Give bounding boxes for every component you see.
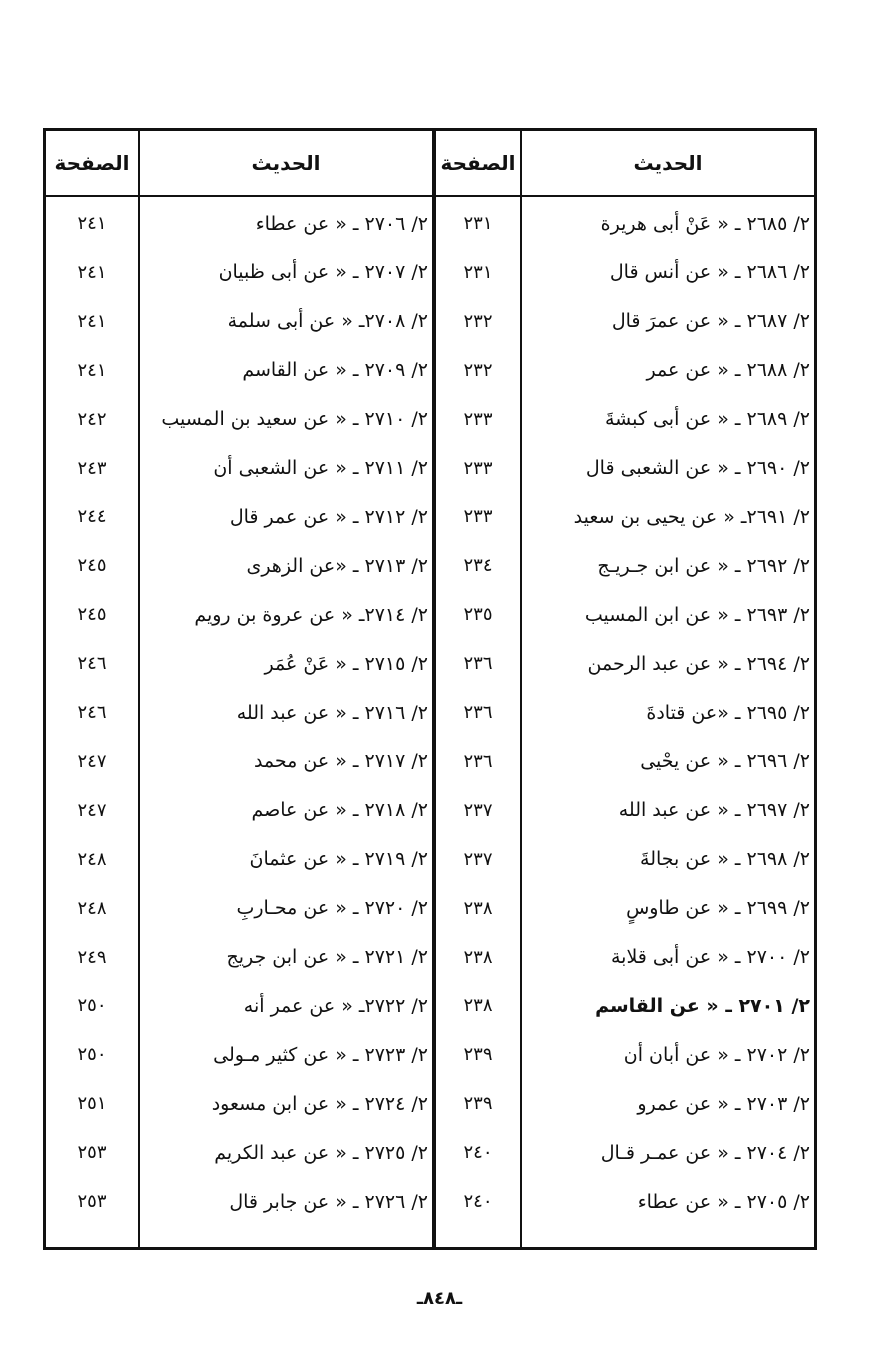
divider-right-page bbox=[520, 131, 522, 1247]
hadith-entry: ٢/ ٢٧٠٤ ـ « عن عمـر قـال bbox=[600, 1141, 810, 1164]
page-ref: ٢٣٨ bbox=[463, 946, 493, 968]
hadith-entry: ٢/ ٢٧١١ ـ « عن الشعبى أن bbox=[213, 457, 428, 479]
header-page-right: الصفحة bbox=[440, 151, 516, 175]
hadith-entry: ٢/ ٢٦٩٠ ـ « عن الشعبى قال bbox=[585, 457, 810, 479]
hadith-entry: ٢/ ٢٧٠٦ ـ « عن عطاء bbox=[255, 212, 428, 235]
hadith-entry: ٢/ ٢٧١٣ ـ «عن الزهرى bbox=[246, 554, 428, 577]
hadith-entry: ٢/ ٢٧١٢ ـ « عن عمر قال bbox=[229, 505, 428, 528]
page-ref: ٢٥٠ bbox=[77, 1044, 107, 1066]
page-ref: ٢٤٣ bbox=[77, 457, 107, 479]
page-ref: ٢٥٠ bbox=[77, 995, 107, 1017]
page-ref: ٢٤٢ bbox=[77, 408, 107, 430]
header-hadith-left: الحديث bbox=[251, 151, 321, 175]
page-ref: ٢٤١ bbox=[77, 310, 107, 332]
page-ref: ٢٤٨ bbox=[77, 897, 107, 919]
page-ref: ٢٣٥ bbox=[463, 604, 493, 626]
page-ref: ٢٣٦ bbox=[463, 653, 493, 675]
hadith-entry: ٢/ ٢٧٠١ ـ « عن القاسم bbox=[595, 994, 810, 1017]
page-ref: ٢٤٥ bbox=[77, 555, 107, 577]
hadith-entry: ٢/ ٢٧٢٠ ـ « عن محـاربِ bbox=[236, 897, 428, 920]
hadith-entry: ٢/ ٢٧١٥ ـ « عَنْ عُمَر bbox=[264, 652, 428, 675]
page-ref: ٢٤٧ bbox=[77, 799, 107, 821]
index-table bbox=[43, 128, 817, 1250]
hadith-entry: ٢/ ٢٦٨٦ ـ « عن أنس قال bbox=[609, 261, 810, 284]
page-ref: ٢٤٦ bbox=[77, 702, 107, 723]
page-ref: ٢٣٤ bbox=[463, 555, 493, 577]
page-ref: ٢٤٠ bbox=[463, 1142, 493, 1164]
hadith-entry: ٢/ ٢٦٩٨ ـ « عن بجالةَ bbox=[640, 848, 810, 871]
hadith-entry: ٢/ ٢٧٠٢ ـ « عن أبان أن bbox=[623, 1043, 810, 1066]
hadith-entry: ٢/ ٢٧١٠ ـ « عن سعيد بن المسيب bbox=[161, 408, 428, 431]
hadith-entry: ٢/ ٢٧٢٤ ـ « عن ابن مسعود bbox=[211, 1092, 428, 1115]
page-ref: ٢٤١ bbox=[77, 213, 107, 234]
hadith-entry: ٢/ ٢٦٨٥ ـ « عَنْ أبى هريرة bbox=[600, 212, 810, 235]
page-ref: ٢٤٩ bbox=[77, 946, 107, 968]
hadith-entry: ٢/ ٢٦٨٧ ـ « عن عمرَ قال bbox=[611, 310, 810, 333]
page-ref: ٢٣١ bbox=[463, 261, 493, 283]
hadith-entry: ٢/ ٢٦٩٥ ـ «عن قتادةَ bbox=[646, 701, 810, 724]
page-ref: ٢٥٣ bbox=[77, 1142, 107, 1164]
hadith-entry: ٢/ ٢٧٠٠ ـ « عن أبى قلابة bbox=[611, 946, 810, 968]
page-ref: ٢٤٨ bbox=[77, 848, 107, 870]
page-ref: ٢٤١ bbox=[77, 359, 107, 381]
hadith-entry: ٢/ ٢٦٩٣ ـ « عن ابن المسيب bbox=[584, 603, 810, 626]
hadith-entry: ٢/ ٢٧٠٣ ـ « عن عمرو bbox=[637, 1092, 810, 1115]
hadith-entry: ٢/ ٢٦٩٢ ـ « عن ابن جـريـج bbox=[597, 554, 810, 577]
page-ref: ٢٤٦ bbox=[77, 653, 107, 675]
page-ref: ٢٣٨ bbox=[463, 897, 493, 919]
hadith-entry: ٢/ ٢٦٩١ـ « عن يحيى بن سعيد bbox=[573, 505, 810, 528]
page-ref: ٢٥١ bbox=[77, 1093, 107, 1115]
page-ref: ٢٣٩ bbox=[463, 1093, 493, 1115]
page-ref: ٢٤١ bbox=[77, 261, 107, 283]
page-ref: ٢٤٧ bbox=[77, 750, 107, 772]
page-ref: ٢٣٣ bbox=[463, 408, 493, 430]
hadith-entry: ٢/ ٢٧١٨ ـ « عن عاصم bbox=[251, 799, 428, 822]
hadith-entry: ٢/ ٢٧١٤ـ « عن عروة بن رويم bbox=[194, 603, 428, 626]
page-ref: ٢٣١ bbox=[463, 213, 493, 234]
header-rule bbox=[46, 195, 814, 197]
hadith-entry: ٢/ ٢٧٢٦ ـ « عن جابر قال bbox=[229, 1190, 428, 1213]
page-ref: ٢٣٦ bbox=[463, 702, 493, 723]
page-ref: ٢٣٣ bbox=[463, 457, 493, 479]
page-ref: ٢٣٢ bbox=[463, 310, 493, 332]
hadith-entry: ٢/ ٢٧٢٣ ـ « عن كثير مـولى bbox=[213, 1043, 428, 1066]
hadith-entry: ٢/ ٢٦٩٦ ـ « عن يحْيى bbox=[640, 750, 810, 773]
hadith-entry: ٢/ ٢٧٢٥ ـ « عن عبد الكريم bbox=[214, 1141, 428, 1164]
page-ref: ٢٤٥ bbox=[77, 604, 107, 626]
hadith-entry: ٢/ ٢٧٠٩ ـ « عن القاسم bbox=[242, 359, 428, 382]
hadith-entry: ٢/ ٢٧١٩ ـ « عن عثمانَ bbox=[249, 848, 428, 871]
hadith-entry: ٢/ ٢٦٩٧ ـ « عن عبد الله bbox=[618, 799, 810, 822]
hadith-entry: ٢/ ٢٧٢٢ـ « عن عمر أنه bbox=[243, 994, 428, 1017]
hadith-entry: ٢/ ٢٦٩٤ ـ « عن عبد الرحمن bbox=[587, 652, 810, 675]
page-ref: ٢٤٤ bbox=[77, 506, 107, 528]
hadith-entry: ٢/ ٢٧٠٧ ـ « عن أبى ظبيان bbox=[218, 261, 428, 284]
page-ref: ٢٣٢ bbox=[463, 359, 493, 381]
hadith-entry: ٢/ ٢٧١٦ ـ « عن عبد الله bbox=[236, 701, 428, 724]
hadith-entry: ٢/ ٢٧٠٨ـ « عن أبى سلمة bbox=[227, 310, 428, 333]
page-number: ـ٨٤٨ـ bbox=[416, 1288, 463, 1309]
page-ref: ٢٣٣ bbox=[463, 506, 493, 528]
page-ref: ٢٤٠ bbox=[463, 1191, 493, 1212]
page-ref: ٢٣٩ bbox=[463, 1044, 493, 1066]
divider-left-page bbox=[138, 131, 140, 1247]
hadith-entry: ٢/ ٢٦٩٩ ـ « عن طاوسٍ bbox=[626, 897, 810, 920]
header-page-left: الصفحة bbox=[54, 151, 130, 175]
page-ref: ٢٣٧ bbox=[463, 799, 493, 821]
page-ref: ٢٥٣ bbox=[77, 1191, 107, 1212]
hadith-entry: ٢/ ٢٦٨٨ ـ « عن عمر bbox=[646, 359, 810, 382]
hadith-entry: ٢/ ٢٧٠٥ ـ « عن عطاء bbox=[637, 1190, 810, 1213]
page-ref: ٢٣٦ bbox=[463, 750, 493, 772]
hadith-entry: ٢/ ٢٧٢١ ـ « عن ابن جريج bbox=[226, 946, 428, 968]
header-hadith-right: الحديث bbox=[633, 151, 703, 175]
page-ref: ٢٣٨ bbox=[463, 995, 493, 1017]
hadith-entry: ٢/ ٢٧١٧ ـ « عن محمد bbox=[253, 750, 428, 773]
page-ref: ٢٣٧ bbox=[463, 848, 493, 870]
hadith-entry: ٢/ ٢٦٨٩ ـ « عن أبى كبشةَ bbox=[604, 408, 810, 431]
